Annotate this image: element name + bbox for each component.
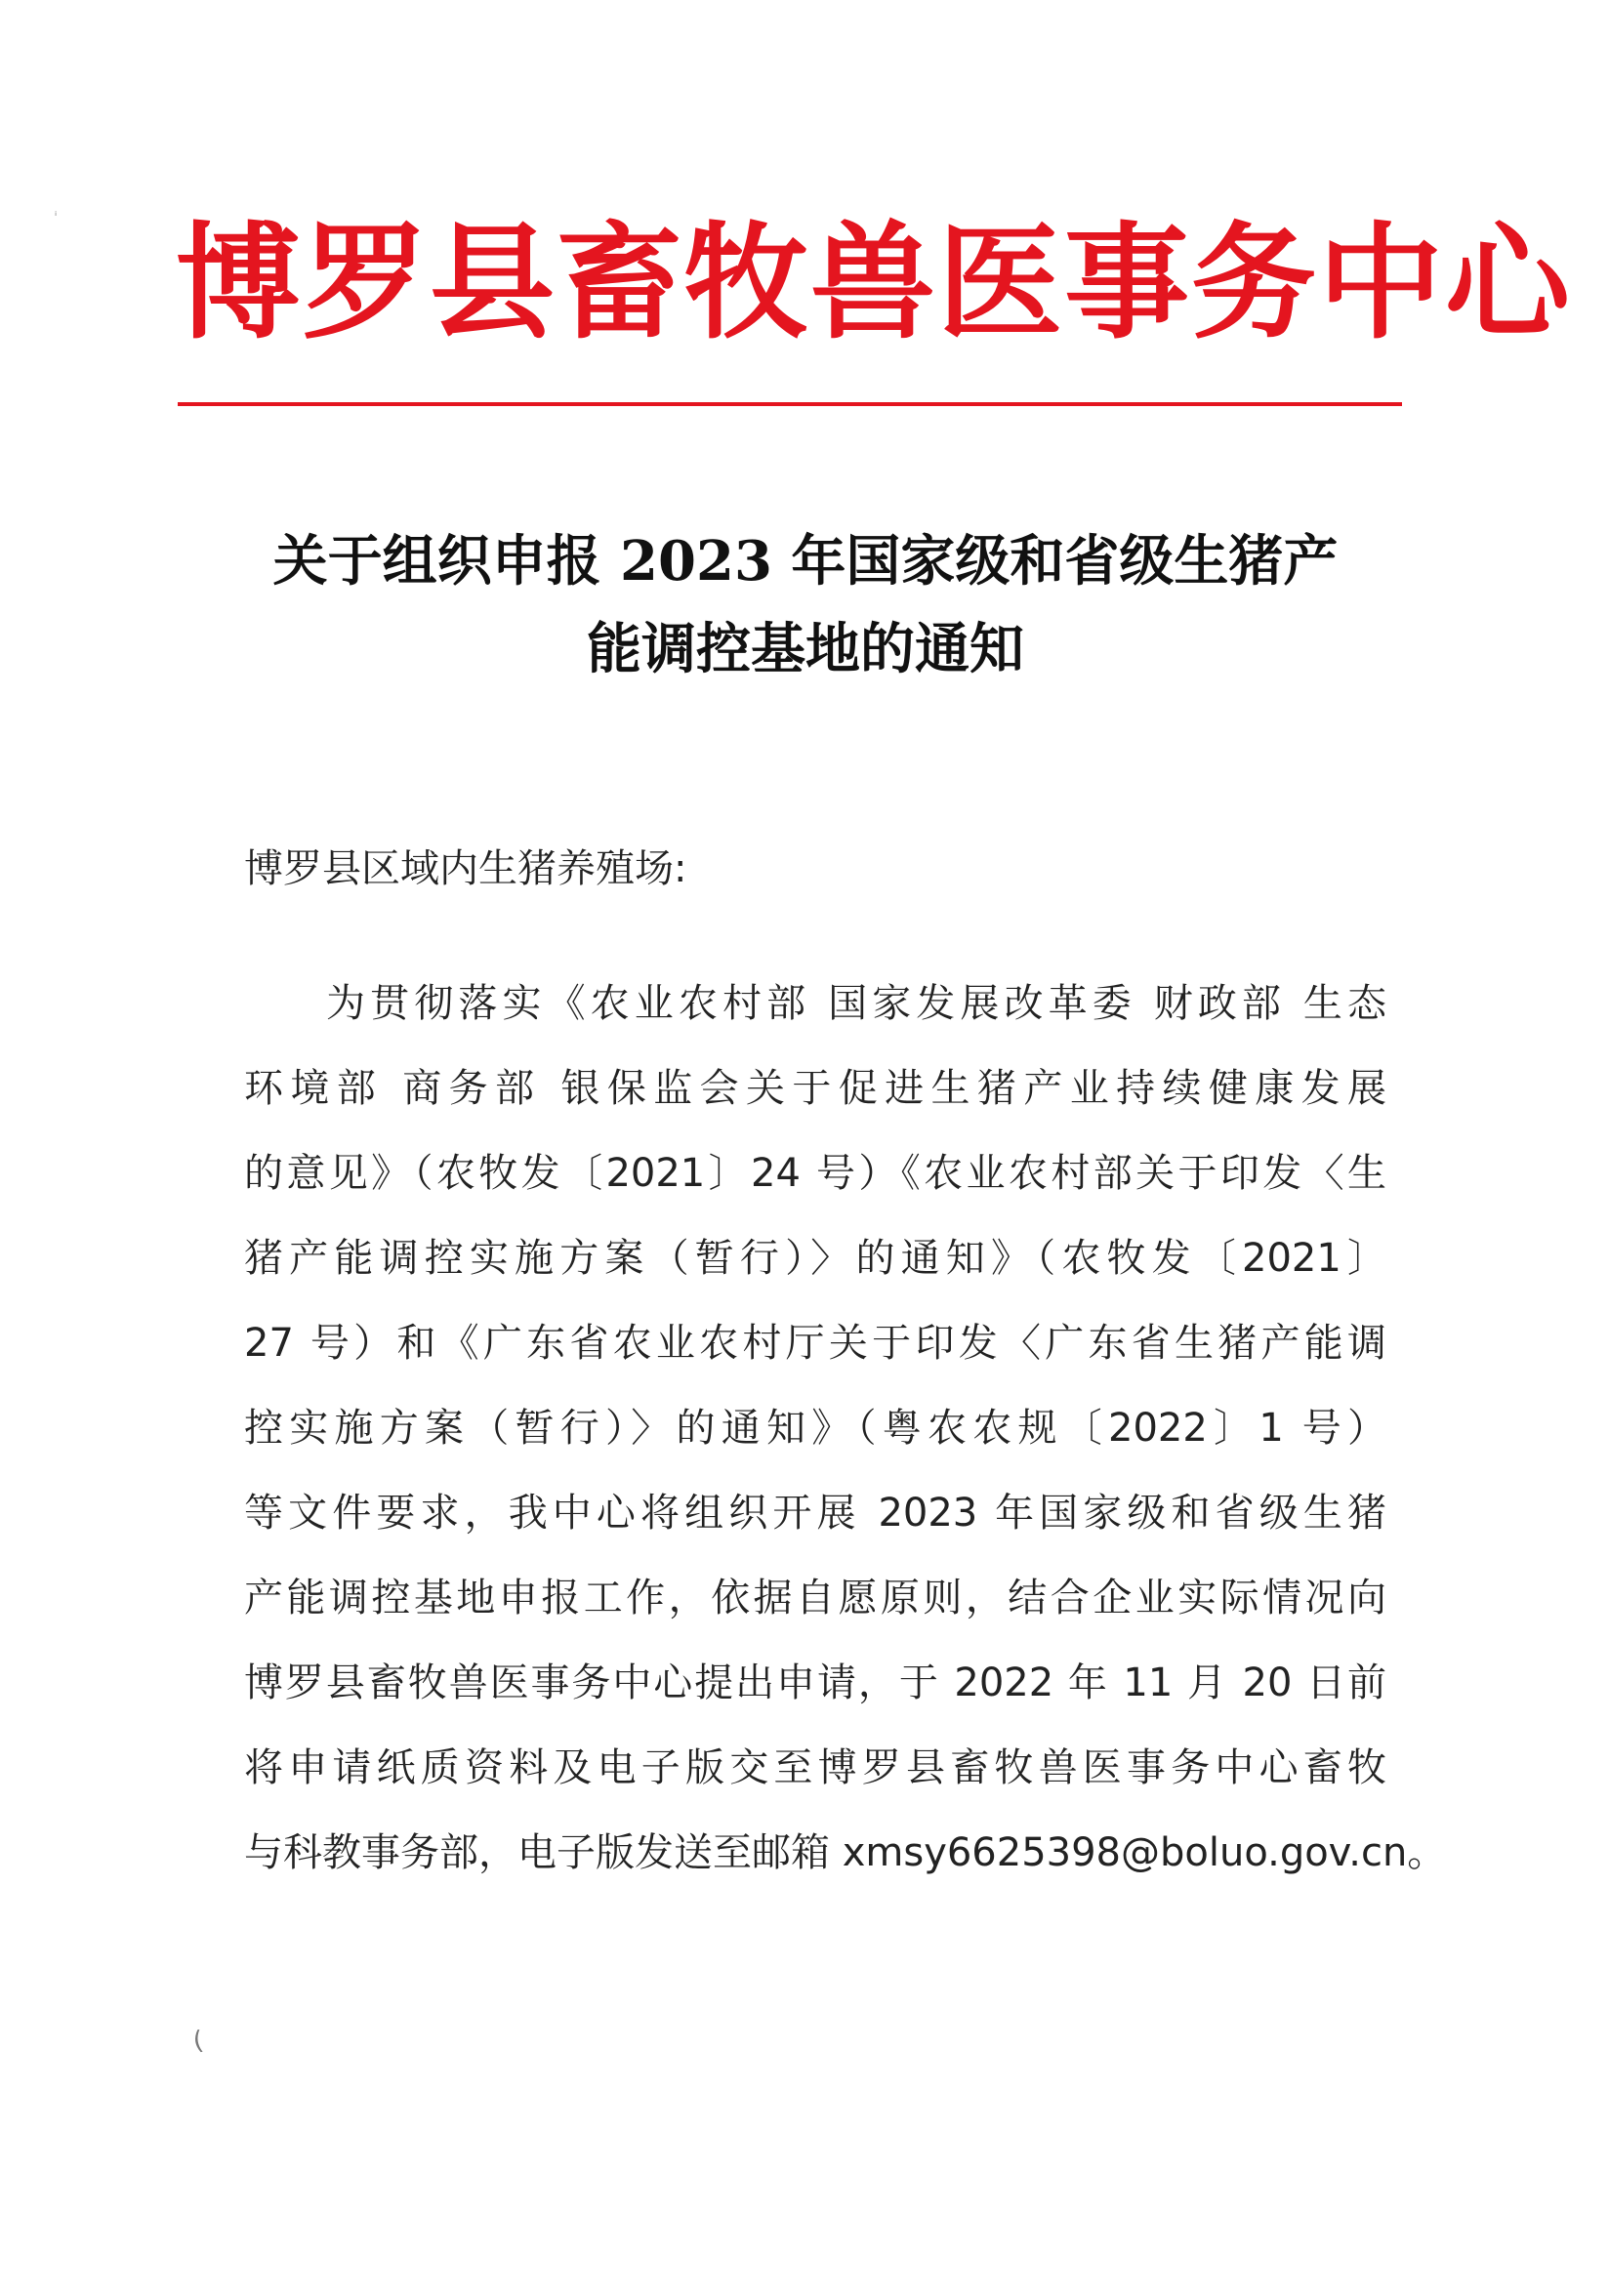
title-line-2: 能调控基地的通知	[587, 617, 1024, 681]
title-line-1: 关于组织申报 2023 年国家级和省级生猪产	[272, 529, 1339, 594]
letterhead-red-rule	[178, 402, 1402, 406]
body-line: 博罗县畜牧兽医事务中心提出申请，于 2022 年 11 月 20 日前	[244, 1660, 1386, 1705]
letterhead-org-name: 博罗县畜牧兽医事务中心	[176, 210, 1573, 356]
body-line: 等文件要求，我中心将组织开展 2023 年国家级和省级生猪	[244, 1491, 1386, 1536]
document-title	[225, 517, 1386, 693]
body-line: 将申请纸质资料及电子版交至博罗县畜牧兽医事务中心畜牧	[244, 1745, 1386, 1790]
body-line: 环境部 商务部 银保监会关于促进生猪产业持续健康发展	[244, 1066, 1386, 1111]
body-line: 产能调控基地申报工作，依据自愿原则，结合企业实际情况向	[244, 1576, 1386, 1620]
body-line: 为贯彻落实《农业农村部 国家发展改革委 财政部 生态	[326, 981, 1386, 1026]
body-line: 猪产能调控实施方案（暂行）〉的通知》（农牧发〔2021〕	[244, 1236, 1386, 1281]
body-line: 的意见》（农牧发〔2021〕24 号）《农业农村部关于印发〈生	[244, 1151, 1386, 1196]
salutation: 博罗县区域内生猪养殖场:	[244, 846, 687, 891]
scan-pen-mark: (	[190, 2026, 206, 2057]
body-line: 与科教事务部，电子版发送至邮箱 xmsy6625398@boluo.gov.cn。	[244, 1830, 1447, 1875]
body-paragraph	[244, 962, 1447, 1896]
scan-speck: ⁱ	[55, 209, 58, 223]
body-line: 27 号）和《广东省农业农村厅关于印发〈广东省生猪产能调	[244, 1321, 1386, 1366]
body-line: 控实施方案（暂行）〉的通知》（粤农农规〔2022〕1 号）	[244, 1406, 1386, 1451]
